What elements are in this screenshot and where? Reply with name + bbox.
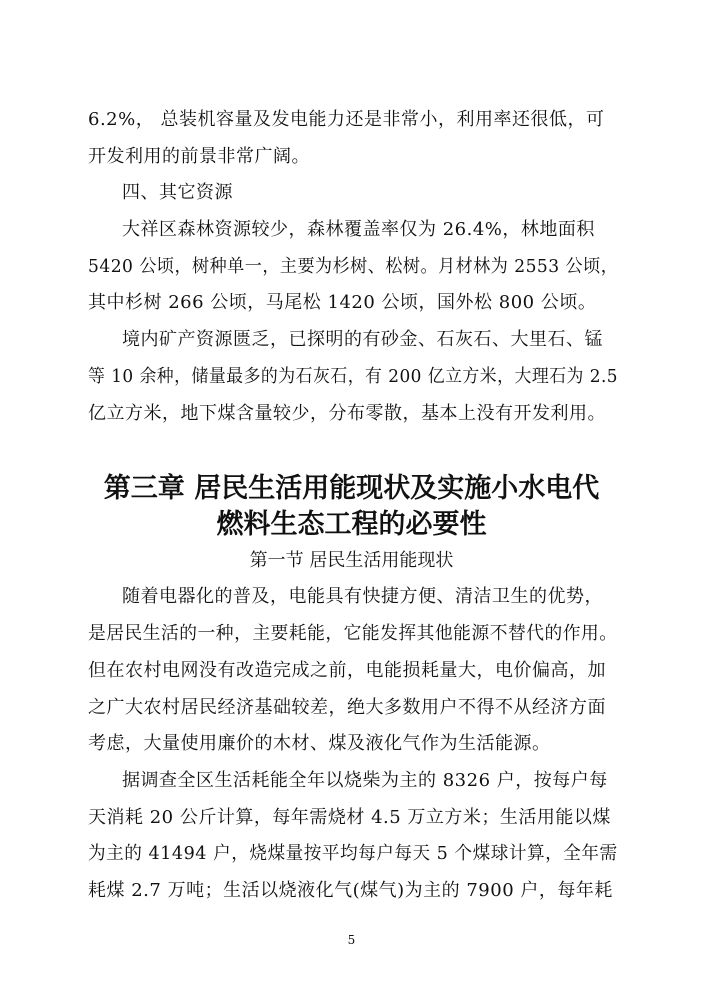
subheading-other-resources: 四、其它资源 xyxy=(122,182,233,203)
body-line-5: 5420 公顷，树种单一，主要为杉树、松树。月材林为 2553 公顷， xyxy=(88,256,619,277)
body-line-11: 是居民生活的一种，主要耗能，它能发挥其他能源不替代的作用。 xyxy=(88,623,618,644)
body-line-18: 耗煤 2.7 万吨；生活以烧液化气(煤气)为主的 7900 户，每年耗 xyxy=(88,880,613,901)
body-line-2: 开发利用的前景非常广阔。 xyxy=(88,146,310,167)
section-title: 第一节 居民生活用能现状 xyxy=(249,550,454,571)
body-line-7: 境内矿产资源匮乏，已探明的有砂金、石灰石、大里石、锰 xyxy=(122,329,603,350)
body-line-9: 亿立方米，地下煤含量较少，分布零散，基本上没有开发利用。 xyxy=(88,403,606,424)
body-line-13: 之广大农村居民经济基础较差，绝大多数用户不得不从经济方面 xyxy=(88,697,606,718)
chapter-title-line-2: 燃料生态工程的必要性 xyxy=(216,509,487,540)
page-number: 5 xyxy=(347,933,356,947)
chapter-title-line-1: 第三章 居民生活用能现状及实施小水电代 xyxy=(103,473,600,504)
body-line-1: 6.2%， 总装机容量及发电能力还是非常小，利用率还很低，可 xyxy=(88,109,605,130)
body-line-14: 考虑，大量使用廉价的木材、煤及液化气作为生活能源。 xyxy=(88,733,551,754)
body-line-10: 随着电器化的普及，电能具有快捷方便、清洁卫生的优势， xyxy=(122,586,603,607)
body-line-12: 但在农村电网没有改造完成之前，电能损耗量大，电价偏高，加 xyxy=(88,660,606,681)
body-line-8: 等 10 余种，储量最多的为石灰石，有 200 亿立方米，大理石为 2.5 xyxy=(88,366,618,387)
body-line-15: 据调查全区生活耗能全年以烧柴为主的 8326 户，按每户每 xyxy=(122,770,608,791)
body-line-6: 其中杉树 266 公顷，马尾松 1420 公顷，国外松 800 公顷。 xyxy=(88,292,597,313)
body-line-17: 为主的 41494 户，烧煤量按平均每户每天 5 个煤球计算，全年需 xyxy=(88,843,618,864)
body-line-4: 大祥区森林资源较少，森林覆盖率仅为 26.4%，林地面积 xyxy=(122,219,595,240)
body-line-16: 天消耗 20 公斤计算，每年需烧材 4.5 万立方米；生活用能以煤 xyxy=(88,807,611,828)
